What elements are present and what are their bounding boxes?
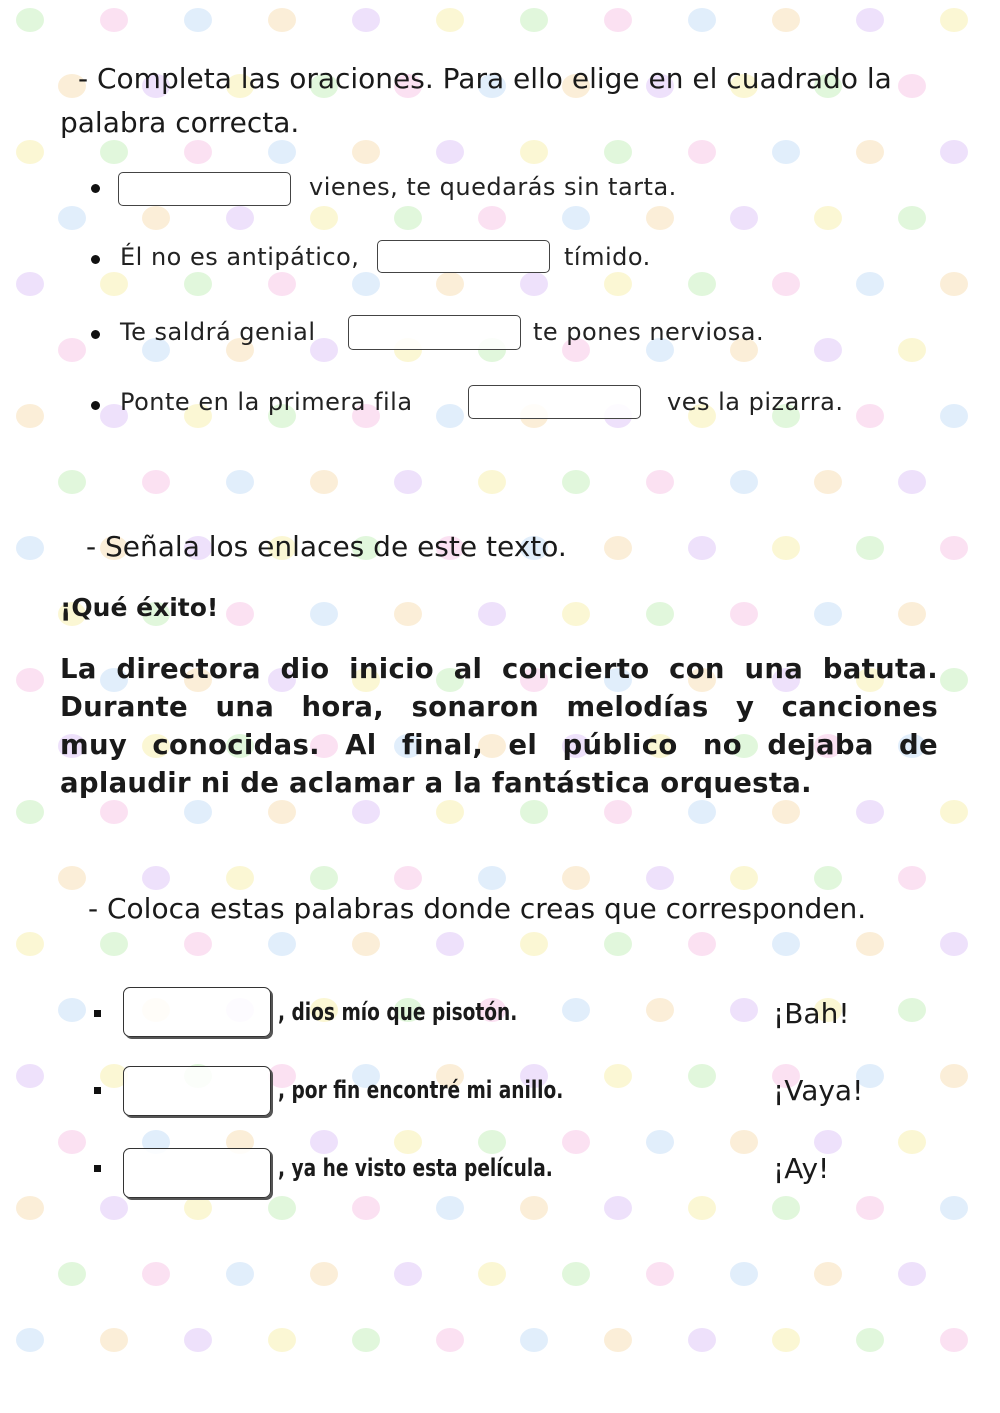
background-dot (394, 866, 422, 890)
background-dot (436, 272, 464, 296)
background-dot (436, 800, 464, 824)
background-dot (814, 470, 842, 494)
background-dot (940, 1064, 968, 1088)
background-dot (100, 272, 128, 296)
background-dot (16, 1328, 44, 1352)
background-dot (688, 8, 716, 32)
word-bah[interactable]: ¡Bah! (773, 997, 850, 1030)
background-dot (268, 272, 296, 296)
background-dot (478, 470, 506, 494)
paragraph-line-2[interactable]: Durante una hora, sonaron melodías y canciones (60, 691, 938, 723)
background-dot (646, 1130, 674, 1154)
background-dot (604, 536, 632, 560)
background-dot (142, 206, 170, 230)
background-dot (436, 1328, 464, 1352)
background-dot (772, 932, 800, 956)
background-dot (58, 338, 86, 362)
bullet (94, 1010, 101, 1017)
sentence-4-before: Ponte en la primera fila (120, 388, 413, 416)
background-dot (940, 932, 968, 956)
background-dot (226, 602, 254, 626)
background-dot (688, 536, 716, 560)
background-dot (142, 1262, 170, 1286)
background-dot (940, 668, 968, 692)
background-dot (520, 1328, 548, 1352)
background-dot (856, 272, 884, 296)
background-dot (310, 206, 338, 230)
background-dot (898, 338, 926, 362)
background-dot (520, 140, 548, 164)
background-dot (604, 1328, 632, 1352)
background-dot (604, 1196, 632, 1220)
background-dot (310, 470, 338, 494)
background-dot (16, 8, 44, 32)
background-dot (58, 1130, 86, 1154)
instruction-complete-line2: palabra correcta. (60, 106, 300, 139)
background-dot (184, 1196, 212, 1220)
background-dot (100, 8, 128, 32)
drop-box-1[interactable] (123, 987, 271, 1037)
background-dot (856, 536, 884, 560)
background-dot (310, 1130, 338, 1154)
answer-box-4[interactable] (468, 385, 641, 419)
background-dot (394, 1262, 422, 1286)
background-dot (646, 602, 674, 626)
answer-box-1[interactable] (118, 172, 291, 206)
background-dot (772, 1196, 800, 1220)
background-dot (436, 404, 464, 428)
background-dot (898, 206, 926, 230)
background-dot (184, 8, 212, 32)
instruction-place-words: - Coloca estas palabras donde creas que corresponden. (88, 892, 867, 925)
background-dot (16, 800, 44, 824)
background-dot (814, 602, 842, 626)
background-dot (352, 800, 380, 824)
background-dot (58, 206, 86, 230)
paragraph-line-1[interactable]: La directora dio inicio al concierto con una batuta. (60, 653, 938, 685)
background-dot (436, 8, 464, 32)
background-dot (16, 668, 44, 692)
background-dot (100, 800, 128, 824)
background-dot (58, 998, 86, 1022)
background-dot (940, 1328, 968, 1352)
background-dot (310, 866, 338, 890)
background-dot (478, 206, 506, 230)
background-dot (478, 866, 506, 890)
bullet (91, 184, 100, 193)
background-dot (730, 998, 758, 1022)
background-dot (16, 272, 44, 296)
background-dot (352, 932, 380, 956)
background-dot (814, 866, 842, 890)
bullet (94, 1087, 101, 1094)
background-dot (478, 1262, 506, 1286)
background-dot (562, 1262, 590, 1286)
background-dot (772, 272, 800, 296)
background-dot (856, 404, 884, 428)
background-dot (520, 1196, 548, 1220)
background-dot (856, 800, 884, 824)
background-dot (604, 272, 632, 296)
background-dot (646, 998, 674, 1022)
bullet (94, 1165, 101, 1172)
background-dot (646, 866, 674, 890)
exclamation-sentence-3: , ya he visto esta película. (278, 1154, 553, 1182)
background-dot (772, 536, 800, 560)
background-dot (688, 800, 716, 824)
background-dot (310, 1262, 338, 1286)
background-dot (520, 932, 548, 956)
bullet (91, 330, 100, 339)
background-dot (352, 8, 380, 32)
text-title: ¡Qué éxito! (60, 593, 219, 622)
background-dot (142, 470, 170, 494)
sentence-2-after: tímido. (564, 243, 651, 271)
background-dot (520, 800, 548, 824)
word-vaya[interactable]: ¡Vaya! (773, 1074, 864, 1107)
background-dot (898, 866, 926, 890)
background-dot (856, 1196, 884, 1220)
drop-box-3[interactable] (123, 1148, 271, 1198)
background-dot (940, 800, 968, 824)
background-dot (730, 1130, 758, 1154)
background-dot (142, 866, 170, 890)
background-dot (520, 8, 548, 32)
background-dot (520, 272, 548, 296)
answer-box-2[interactable] (377, 240, 550, 273)
background-dot (436, 1196, 464, 1220)
background-dot (394, 470, 422, 494)
text-paragraph (60, 650, 938, 802)
background-dot (16, 932, 44, 956)
background-dot (562, 602, 590, 626)
background-dot (436, 932, 464, 956)
background-dot (940, 8, 968, 32)
background-dot (898, 74, 926, 98)
background-dot (940, 140, 968, 164)
background-dot (856, 1328, 884, 1352)
sentence-1-after: vienes, te quedarás sin tarta. (309, 173, 677, 201)
background-dot (604, 8, 632, 32)
background-dot (184, 800, 212, 824)
background-dot (688, 272, 716, 296)
background-dot (604, 1064, 632, 1088)
background-dot (772, 800, 800, 824)
background-dot (184, 272, 212, 296)
background-dot (940, 272, 968, 296)
exclamation-sentence-1: , dios mío que pisotón. (278, 998, 518, 1026)
background-dot (814, 206, 842, 230)
background-dot (226, 866, 254, 890)
background-dot (184, 1328, 212, 1352)
background-dot (856, 140, 884, 164)
background-dot (16, 140, 44, 164)
sentence-3-before: Te saldrá genial (120, 318, 316, 346)
background-dot (58, 470, 86, 494)
background-dot (646, 1262, 674, 1286)
background-dot (646, 206, 674, 230)
background-dot (940, 404, 968, 428)
background-dot (16, 1196, 44, 1220)
background-dot (898, 1262, 926, 1286)
background-dot (394, 206, 422, 230)
background-dot (646, 470, 674, 494)
background-dot (898, 470, 926, 494)
background-dot (814, 1130, 842, 1154)
background-dot (730, 206, 758, 230)
background-dot (688, 1196, 716, 1220)
background-dot (268, 1328, 296, 1352)
sentence-4-after: ves la pizarra. (667, 388, 844, 416)
background-dot (604, 800, 632, 824)
background-dot (730, 1262, 758, 1286)
word-ay[interactable]: ¡Ay! (773, 1152, 830, 1185)
background-dot (688, 1064, 716, 1088)
background-dot (688, 932, 716, 956)
background-dot (16, 536, 44, 560)
background-dot (226, 470, 254, 494)
background-dot (562, 1130, 590, 1154)
background-dot (814, 338, 842, 362)
background-dot (310, 602, 338, 626)
background-dot (730, 470, 758, 494)
background-dot (16, 404, 44, 428)
bullet (91, 401, 100, 410)
background-dot (58, 1262, 86, 1286)
background-dot (604, 932, 632, 956)
background-dot (268, 8, 296, 32)
background-dot (100, 1196, 128, 1220)
background-dot (604, 140, 632, 164)
background-dot (562, 866, 590, 890)
background-dot (772, 140, 800, 164)
background-dot (436, 140, 464, 164)
instruction-links: - Señala los enlaces de este texto. (86, 530, 567, 563)
background-dot (562, 206, 590, 230)
exclamation-sentence-2: , por fin encontré mi anillo. (278, 1076, 564, 1104)
paragraph-line-3[interactable]: muy conocidas. Al final, el público no dejaba de (60, 729, 938, 761)
drop-box-2[interactable] (123, 1066, 271, 1116)
background-dot (478, 1130, 506, 1154)
background-dot (394, 1130, 422, 1154)
background-dot (268, 800, 296, 824)
background-dot (898, 998, 926, 1022)
background-dot (730, 602, 758, 626)
background-dot (562, 998, 590, 1022)
bullet (91, 255, 100, 264)
sentence-2-before: Él no es antipático, (120, 243, 360, 271)
sentence-3-after: te pones nerviosa. (533, 318, 765, 346)
background-dot (352, 1328, 380, 1352)
background-dot (394, 602, 422, 626)
background-dot (478, 602, 506, 626)
background-dot (730, 866, 758, 890)
background-dot (898, 602, 926, 626)
background-dot (562, 470, 590, 494)
background-dot (352, 1196, 380, 1220)
background-dot (898, 1130, 926, 1154)
background-dot (226, 206, 254, 230)
background-dot (352, 272, 380, 296)
background-dot (688, 140, 716, 164)
background-dot (856, 8, 884, 32)
background-dot (940, 1196, 968, 1220)
background-dot (772, 8, 800, 32)
background-dot (352, 140, 380, 164)
background-dot (814, 1262, 842, 1286)
background-dot (772, 1328, 800, 1352)
background-dot (184, 932, 212, 956)
background-dot (58, 866, 86, 890)
background-dot (100, 932, 128, 956)
background-dot (100, 1328, 128, 1352)
instruction-complete-line1: - Completa las oraciones. Para ello elige en el cuadrado la (78, 62, 892, 95)
paragraph-line-4[interactable]: aplaudir ni de aclamar a la fantástica orquesta. (60, 767, 812, 799)
background-dot (16, 1064, 44, 1088)
background-dot (856, 932, 884, 956)
background-dot (688, 1328, 716, 1352)
background-dot (268, 932, 296, 956)
background-dot (268, 1196, 296, 1220)
background-dot (226, 1262, 254, 1286)
background-dot (940, 536, 968, 560)
answer-box-3[interactable] (348, 315, 521, 350)
